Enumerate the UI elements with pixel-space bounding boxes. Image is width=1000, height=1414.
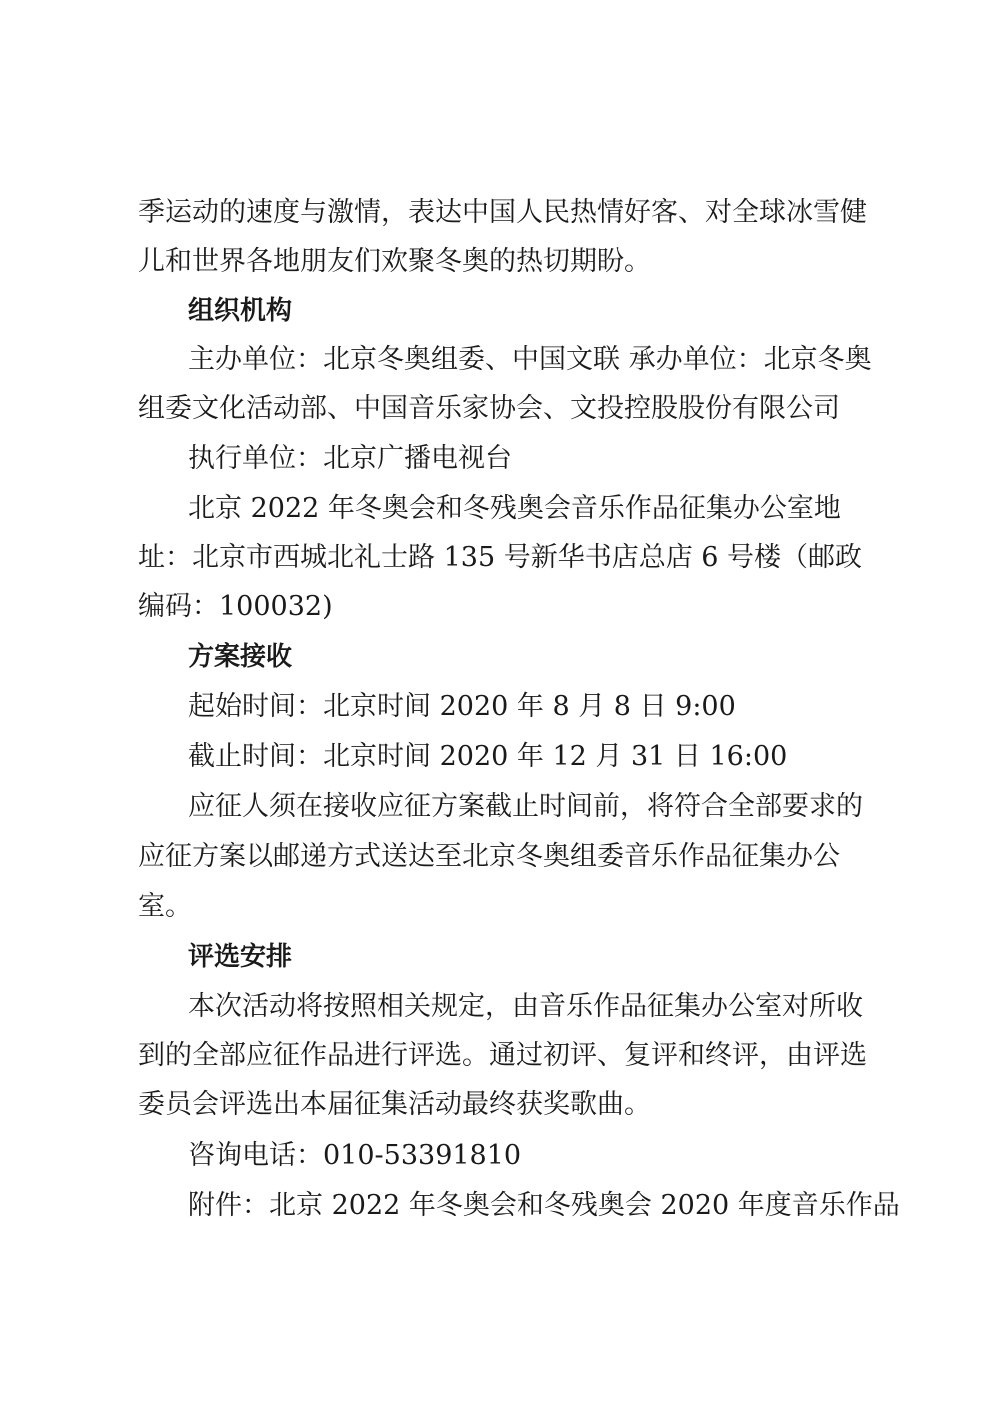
address-line-2: 址：北京市西城北礼士路 135 号新华书店总店 6 号楼（邮政 [138, 542, 863, 573]
instructions-line-3: 室。 [138, 891, 192, 922]
selection-line-3: 委员会评选出本届征集活动最终获奖歌曲。 [138, 1089, 651, 1120]
start-time-line: 起始时间：北京时间 2020 年 8 月 8 日 9:00 [188, 691, 736, 722]
host-line-2: 组委文化活动部、中国音乐家协会、文投控股股份有限公司 [138, 393, 840, 424]
executor-line: 执行单位：北京广播电视台 [188, 443, 512, 474]
attachment-line: 附件：北京 2022 年冬奥会和冬残奥会 2020 年度音乐作品 [188, 1190, 900, 1221]
instructions-line-1: 应征人须在接收应征方案截止时间前，将符合全部要求的 [188, 791, 863, 822]
instructions-line-2: 应征方案以邮递方式送达至北京冬奥组委音乐作品征集办公 [138, 841, 840, 872]
end-time-line: 截止时间：北京时间 2020 年 12 月 31 日 16:00 [188, 741, 788, 772]
host-line-1: 主办单位：北京冬奥组委、中国文联 承办单位：北京冬奥 [188, 344, 872, 375]
intro-line-1: 季运动的速度与激情，表达中国人民热情好客、对全球冰雪健 [138, 197, 867, 228]
address-line-3: 编码：100032) [138, 591, 333, 622]
selection-line-1: 本次活动将按照相关规定，由音乐作品征集办公室对所收 [188, 991, 863, 1022]
phone-line: 咨询电话：010-53391810 [188, 1140, 522, 1171]
address-line-1: 北京 2022 年冬奥会和冬残奥会音乐作品征集办公室地 [188, 493, 841, 524]
heading-selection: 评选安排 [188, 942, 293, 972]
heading-submission: 方案接收 [188, 642, 293, 672]
selection-line-2: 到的全部应征作品进行评选。通过初评、复评和终评，由评选 [138, 1040, 867, 1071]
intro-line-2: 儿和世界各地朋友们欢聚冬奥的热切期盼。 [138, 246, 651, 277]
heading-organization: 组织机构 [188, 296, 293, 326]
